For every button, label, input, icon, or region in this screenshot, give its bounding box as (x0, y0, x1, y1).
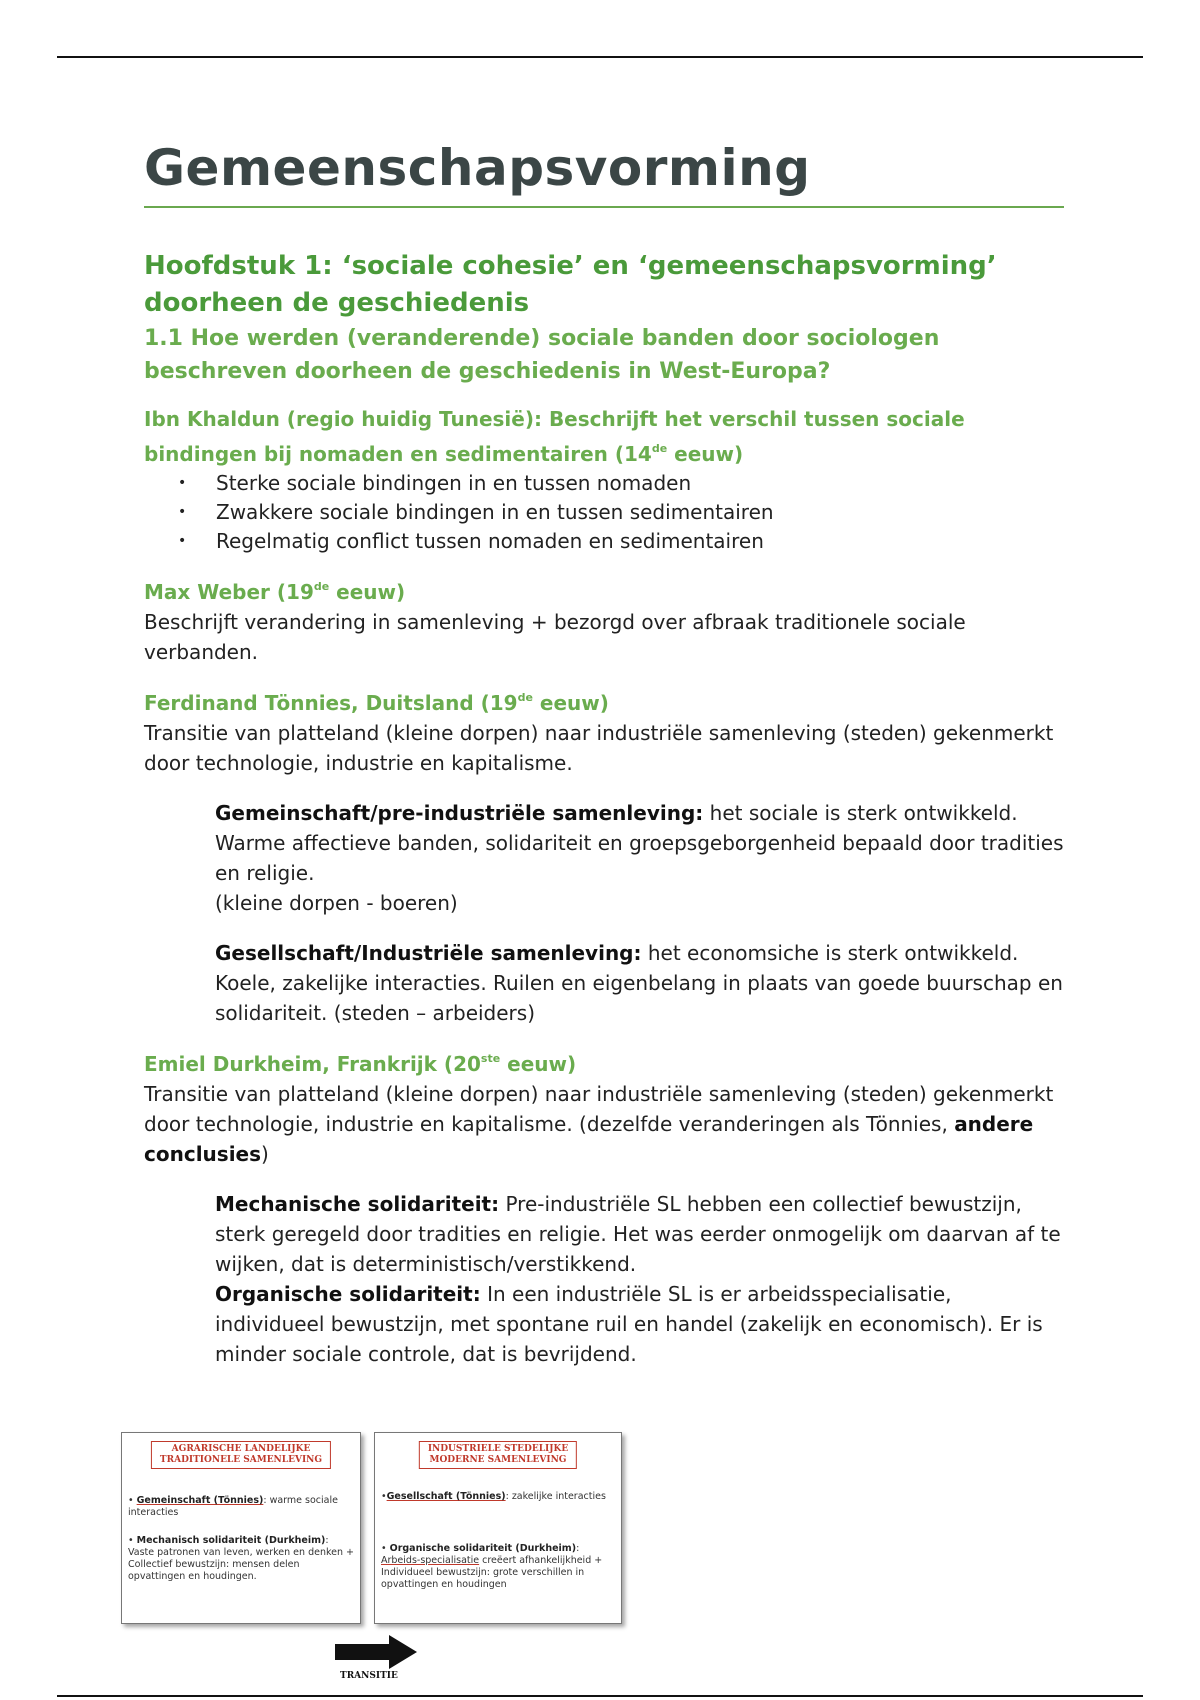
chapter-heading: Hoofdstuk 1: ‘sociale cohesie’ en ‘gemeenschapsvorming’ doorheen de geschiedenis (144, 250, 997, 318)
durkheim-definitions (215, 1189, 1064, 1369)
gesellschaft-definition: Gesellschaft/Industriële samenleving: het economsiche is sterk ontwikkeld. Koele, zakelijke interacties. Ruilen en eigenbelang in plaats van goede buurschap en solidariteit. (steden – arbeiders) (215, 940, 1063, 1025)
top-rule (57, 56, 1143, 58)
page-title: Gemeenschapsvorming (144, 140, 1064, 208)
card-item: • Mechanisch solidariteit (Durkheim): Vaste patronen van leven, werken en denken + Collectief bewustzijn: mensen delen opvattingen en houdingen. (128, 1535, 354, 1582)
list-item: • Sterke sociale bindingen in en tussen nomaden (144, 469, 1064, 498)
traditional-society-card (121, 1432, 361, 1624)
modern-society-card (374, 1432, 622, 1624)
bottom-rule (57, 1695, 1143, 1697)
section-heading: 1.1 Hoe werden (veranderende) sociale banden door sociologen beschreven doorheen de geschiedenis in West-Europa? (144, 325, 940, 384)
tonnies-definitions (215, 798, 1064, 1028)
gemeinschaft-definition: Gemeinschaft/pre-industriële samenleving: het sociale is sterk ontwikkeld. Warme affectieve banden, solidariteit en groepsgeborgenheid bepaald door tradities en religie. (215, 800, 1064, 885)
list-item: • Regelmatig conflict tussen nomaden en sedimentairen (144, 527, 1064, 556)
list-item: • Zwakkere sociale bindingen in en tussen sedimentairen (144, 498, 1064, 527)
card-item: •Gesellschaft (Tönnies): zakelijke interacties (381, 1491, 606, 1502)
durkheim-text: Transitie van platteland (kleine dorpen) naar industriële samenleving (steden) gekenmerkt door technologie, industrie en kapitalisme. (dezelfde veranderingen als Tönnies, andere conclusies) (144, 1081, 1054, 1166)
transition-figure (121, 1432, 641, 1687)
card-item: • Gemeinschaft (Tönnies): warme sociale interacties (128, 1495, 338, 1518)
durkheim-heading: Emiel Durkheim, Frankrijk (20ste eeuw) (144, 1051, 577, 1076)
document-body (144, 140, 1064, 1369)
organic-solidarity-definition: Organische solidariteit: In een industriële SL is er arbeidsspecialisatie, individueel bewustzijn, met spontane ruil en handel (zakelijk en economisch). Er is minder sociale controle, dat is bevrijdend. (215, 1281, 1043, 1366)
khaldun-heading: Ibn Khaldun (regio huidig Tunesië): Beschrijft het verschil tussen sociale bindingen bij nomaden en sedimentairen (14de eeuw) (144, 406, 965, 466)
khaldun-bullet-list (144, 469, 1064, 556)
weber-heading: Max Weber (19de eeuw) (144, 579, 406, 604)
card-title: INDUSTRIELE STEDELIJKE MODERNE SAMENLEVING (419, 1441, 577, 1469)
weber-text: Beschrijft verandering in samenleving + bezorgd over afbraak traditionele sociale verbanden. (144, 609, 966, 664)
arrow-label: TRANSITIE (340, 1671, 398, 1681)
card-title: AGRARISCHE LANDELIJKE TRADITIONELE SAMENLEVING (151, 1441, 331, 1469)
gemeinschaft-note: (kleine dorpen - boeren) (215, 890, 458, 915)
mechanical-solidarity-definition: Mechanische solidariteit: Pre-industriële SL hebben een collectief bewustzijn, sterk geregeld door tradities en religie. Het was eerder onmogelijk om daarvan af te wijken, dat is deterministisch/verstikkend. (215, 1191, 1061, 1276)
transition-arrow-icon (331, 1632, 421, 1672)
tonnies-heading: Ferdinand Tönnies, Duitsland (19de eeuw) (144, 690, 609, 715)
card-item: • Organische solidariteit (Durkheim): Arbeids-specialisatie creëert afhankelijkheid + Individueel bewustzijn: grote verschillen in opvattingen en houdingen (381, 1543, 603, 1590)
tonnies-text: Transitie van platteland (kleine dorpen) naar industriële samenleving (steden) gekenmerkt door technologie, industrie en kapitalisme. (144, 720, 1054, 775)
